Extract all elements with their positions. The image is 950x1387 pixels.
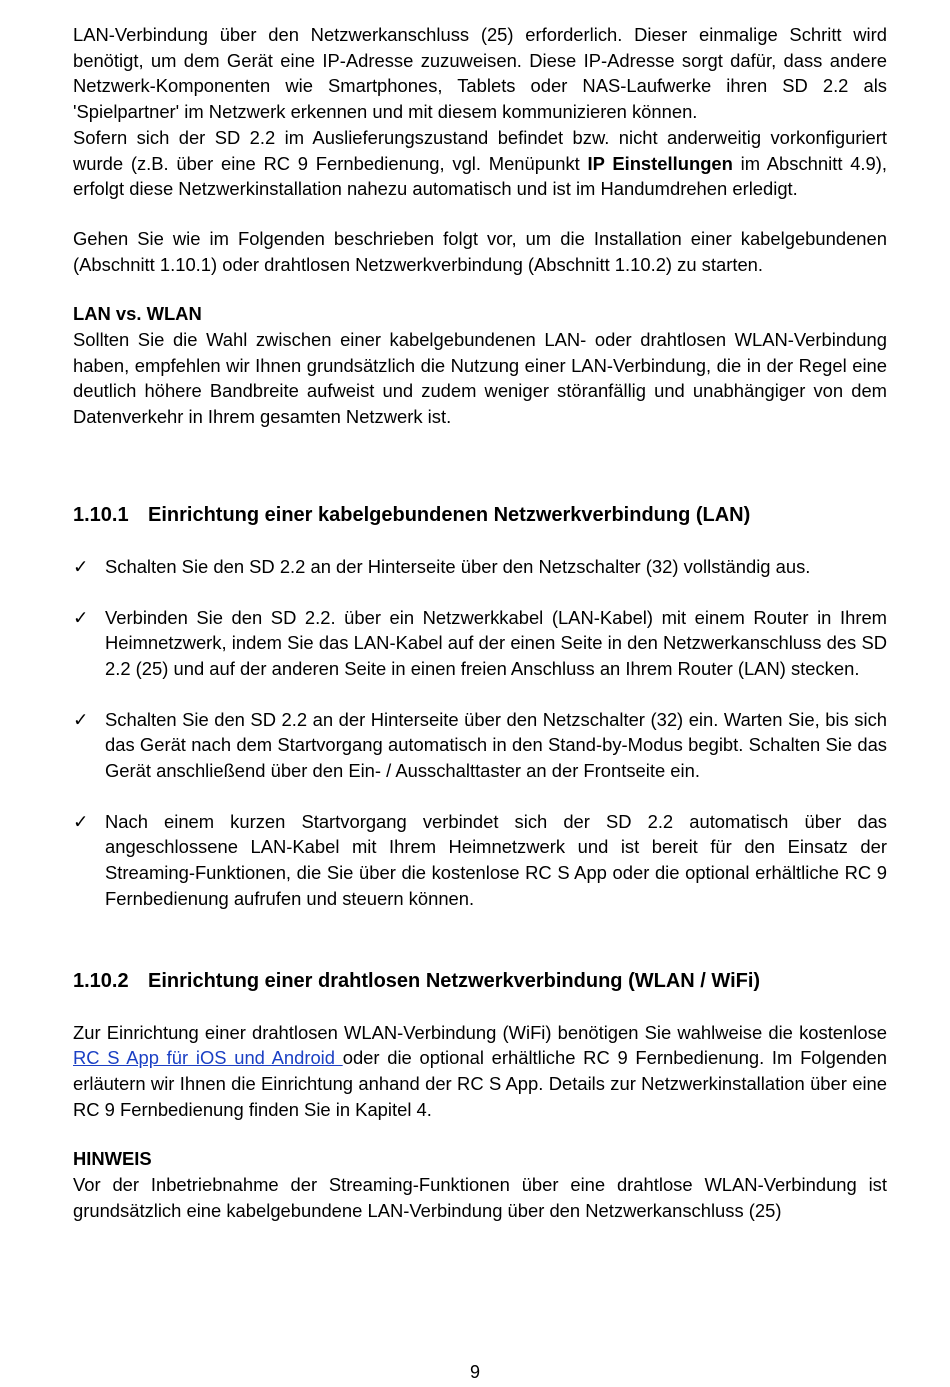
lan-vs-wlan-heading: LAN vs. WLAN: [73, 303, 202, 325]
list-item: [73, 707, 887, 784]
section-number: 1.10.1: [73, 503, 129, 526]
section-heading-1-10-1: [73, 502, 887, 528]
intro-p2-before: Sofern sich der SD 2.2 im Auslieferungszustand befindet bzw. nicht anderweitig vorkonfiguriert wurde (z.B. über eine RC 9 Fernbedienung, vgl. Menüpunkt: [73, 126, 887, 174]
hinweis-heading: HINWEIS: [73, 1148, 152, 1170]
list-item-text: Schalten Sie den SD 2.2 an der Hinterseite über den Netzschalter (32) vollständig aus.: [105, 555, 811, 577]
checkmark-icon: ✓: [73, 606, 89, 628]
lan-steps-list: [73, 554, 887, 912]
hinweis-text: Vor der Inbetriebnahme der Streaming-Funktionen über eine drahtlose WLAN-Verbindung ist grundsätzlich eine kabelgebundene LAN-Verbindung über den Netzwerkanschluss (25): [73, 1174, 887, 1221]
checkmark-icon: ✓: [73, 555, 89, 577]
list-item: [73, 554, 887, 580]
checkmark-icon: ✓: [73, 708, 89, 730]
lan-vs-wlan-text: Sollten Sie die Wahl zwischen einer kabelgebundenen LAN- oder drahtlosen WLAN-Verbindung haben, empfehlen wir Ihnen grundsätzlich die Nutzung einer LAN-Verbindung, die in der Regel eine deutlich höhere Bandbreite aufweist und zudem weniger störanfällig und unabhängiger von dem Datenverkehr in Ihrem gesamten Netzwerk ist.: [73, 329, 887, 428]
ip-settings-term: IP Einstellungen: [587, 152, 733, 174]
rc-s-app-link[interactable]: RC S App für iOS und Android: [73, 1047, 343, 1069]
list-item-text: Verbinden Sie den SD 2.2. über ein Netzwerkkabel (LAN-Kabel) mit einem Router in Ihrem Heimnetzwerk, indem Sie das LAN-Kabel auf der einen Seite in den Netzwerkanschluss des SD 2.2 (25) und auf der anderen Seite in einen freien Anschluss an Ihrem Router (LAN) stecken.: [105, 606, 887, 679]
list-item-text: Nach einem kurzen Startvorgang verbindet sich der SD 2.2 automatisch über das angeschlossene LAN-Kabel mit Ihrem Heimnetzwerk und ist bereit für den Einsatz der Streaming-Funktionen, die Sie über die kostenlose RC S App oder die optional erhältliche RC 9 Fernbedienung aufrufen und steuern können.: [105, 810, 887, 909]
intro-paragraph-2: [73, 125, 887, 202]
page-number: 9: [469, 1362, 480, 1382]
document-page: [73, 22, 887, 1224]
list-item-text: Schalten Sie den SD 2.2 an der Hinterseite über den Netzschalter (32) ein. Warten Sie, bis sich das Gerät nach dem Startvorgang automatisch in den Stand-by-Modus begibt. Schalten Sie das Gerät anschließend über den Ein- / Ausschalttaster an der Frontseite ein.: [105, 708, 887, 782]
checkmark-icon: ✓: [73, 810, 89, 832]
wlan-p-after: oder die optional erhältliche RC 9 Fernbedienung. Im Folgenden erläutern wir Ihnen die Einrichtung anhand der RC S App. Details zur Netzwerkinstallation über eine RC 9 Fernbedienung finden Sie in Kapitel 4.: [73, 1047, 887, 1120]
intro-paragraph-1: LAN-Verbindung über den Netzwerkanschluss (25) erforderlich. Dieser einmalige Schritt wird benötigt, um dem Gerät eine IP-Adresse zuzuweisen. Diese IP-Adresse sorgt dafür, dass andere Netzwerk-Komponenten wie Smartphones, Tablets oder NAS-Laufwerke ihren SD 2.2 als 'Spielpartner' im Netzwerk erkennen und mit diesem kommunizieren können.: [73, 24, 887, 123]
wlan-intro-paragraph: [73, 1020, 887, 1123]
list-item: [73, 809, 887, 912]
intro-p2-after: im Abschnitt 4.9), erfolgt diese Netzwerkinstallation nahezu automatisch und ist im Handumdrehen erledigt.: [73, 152, 887, 200]
section-title: Einrichtung einer drahtlosen Netzwerkverbindung (WLAN / WiFi): [148, 969, 761, 992]
section-number: 1.10.2: [73, 969, 129, 992]
section-title: Einrichtung einer kabelgebundenen Netzwerkverbindung (LAN): [148, 503, 751, 526]
list-item: [73, 605, 887, 682]
section-heading-1-10-2: [73, 968, 887, 994]
wlan-p-before: Zur Einrichtung einer drahtlosen WLAN-Verbindung (WiFi) benötigen Sie wahlweise die kostenlose: [73, 1021, 887, 1043]
intro-paragraph-3: Gehen Sie wie im Folgenden beschrieben folgt vor, um die Installation einer kabelgebundenen (Abschnitt 1.10.1) oder drahtlosen Netzwerkverbindung (Abschnitt 1.10.2) zu starten.: [73, 227, 887, 275]
